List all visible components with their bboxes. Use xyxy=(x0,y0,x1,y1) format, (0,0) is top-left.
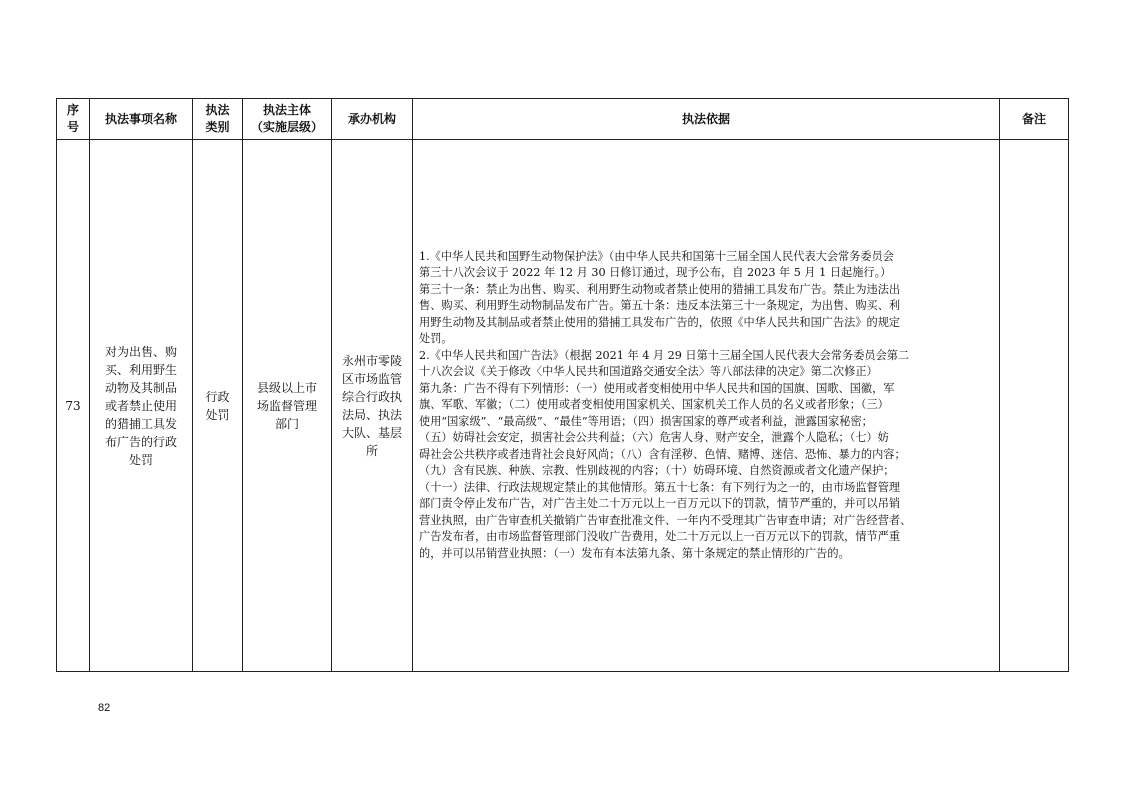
header-remarks: 备注 xyxy=(1000,99,1069,140)
header-seq: 序 号 xyxy=(57,99,90,140)
cell-basis xyxy=(413,140,1000,672)
cell-agency xyxy=(332,140,413,672)
basis-line: （九）含有民族、种族、宗教、性别歧视的内容；（十）妨碍环境、自然资源或者文化遗产保护； xyxy=(419,464,895,478)
basis-line: 十八次会议《关于修改〈中华人民共和国道路交通安全法〉等八部法律的决定》第二次修正） xyxy=(419,365,878,379)
basis-line: 处罚。 xyxy=(419,332,453,346)
basis-line: 广告发布者，由市场监督管理部门没收广告费用，处二十万元以上一百万元以下的罚款，情节严重 xyxy=(419,530,901,544)
header-category: 执法 类别 xyxy=(193,99,243,140)
basis-line: 2.《中华人民共和国广告法》（根据 2021 年 4 月 29 日第十三届全国人民代表大会常务委员会第二 xyxy=(419,348,910,362)
basis-line: （十一）法律、行政法规规定禁止的其他情形。第五十七条：有下列行为之一的，由市场监督管理 xyxy=(419,480,901,494)
header-agency: 承办机构 xyxy=(332,99,413,140)
page-number: 82 xyxy=(98,702,111,714)
header-row xyxy=(57,99,1069,140)
row-agency: 永州市零陵 区市场监管 综合行政执 法局、执法 大队、基层 所 xyxy=(341,353,402,458)
row-seq: 73 xyxy=(65,398,81,413)
cell-remarks xyxy=(1000,140,1069,672)
cell-item-name xyxy=(90,140,193,672)
cell-seq xyxy=(57,140,90,672)
basis-line: 使用“国家级”、“最高级”、“最佳”等用语；（四）损害国家的尊严或者利益，泄露国家秘密； xyxy=(419,414,873,428)
row-item-name: 对为出售、购 买、利用野生 动物及其制品 或者禁止使用 的猎捕工具发 布广告的行政 处罚 xyxy=(104,344,177,467)
basis-line: 碍社会公共秩序或者违背社会良好风尚；（八）含有淫秽、色情、赌博、迷信、恐怖、暴力的内容； xyxy=(419,447,906,461)
basis-line: （五）妨碍社会安定，损害社会公共利益；（六）危害人身、财产安全，泄露个人隐私；（七）妨 xyxy=(419,431,889,445)
header-basis: 执法依据 xyxy=(413,99,1000,140)
basis-line: 营业执照，由广告审查机关撤销广告审查批准文件、一年内不受理其广告审查申请；对广告经营者、 xyxy=(419,513,912,527)
law-enforcement-table xyxy=(56,98,1069,672)
basis-line: 售、购买、利用野生动物制品发布广告。第五十条：违反本法第三十一条规定，为出售、购买、利 xyxy=(419,299,901,313)
basis-line: 的，并可以吊销营业执照：（一）发布有本法第九条、第十条规定的禁止情形的广告的。 xyxy=(419,546,850,560)
basis-line: 用野生动物及其制品或者禁止使用的猎捕工具发布广告的，依照《中华人民共和国广告法》的规定 xyxy=(419,315,901,329)
row-subject: 县级以上市 场监督管理 部门 xyxy=(256,380,317,431)
basis-line: 第三十八次会议于 2022 年 12 月 30 日修订通过，现予公布，自 2023 年 5 月 1 日起施行。） xyxy=(419,266,892,280)
basis-line: 第三十一条：禁止为出售、购买、利用野生动物或者禁止使用的猎捕工具发布广告。禁止为违法出 xyxy=(419,282,901,296)
cell-category xyxy=(193,140,243,672)
header-item-name: 执法事项名称 xyxy=(90,99,193,140)
cell-subject xyxy=(243,140,332,672)
header-subject: 执法主体 （实施层级） xyxy=(243,99,332,140)
row-category: 行政 处罚 xyxy=(205,389,230,422)
basis-line: 第九条：广告不得有下列情形：（一）使用或者变相使用中华人民共和国的国旗、国歌、国徽，军 xyxy=(419,381,895,395)
basis-line: 部门责令停止发布广告，对广告主处二十万元以上一百万元以下的罚款，情节严重的，并可以吊销 xyxy=(419,497,901,511)
basis-line: 旗、军歌、军徽；（二）使用或者变相使用国家机关、国家机关工作人员的名义或者形象；（三） xyxy=(419,398,889,412)
table-row xyxy=(57,140,1069,672)
enforcement-basis-text xyxy=(419,249,993,563)
basis-line: 1.《中华人民共和国野生动物保护法》（由中华人民共和国第十三届全国人民代表大会常务委员会 xyxy=(419,249,894,263)
